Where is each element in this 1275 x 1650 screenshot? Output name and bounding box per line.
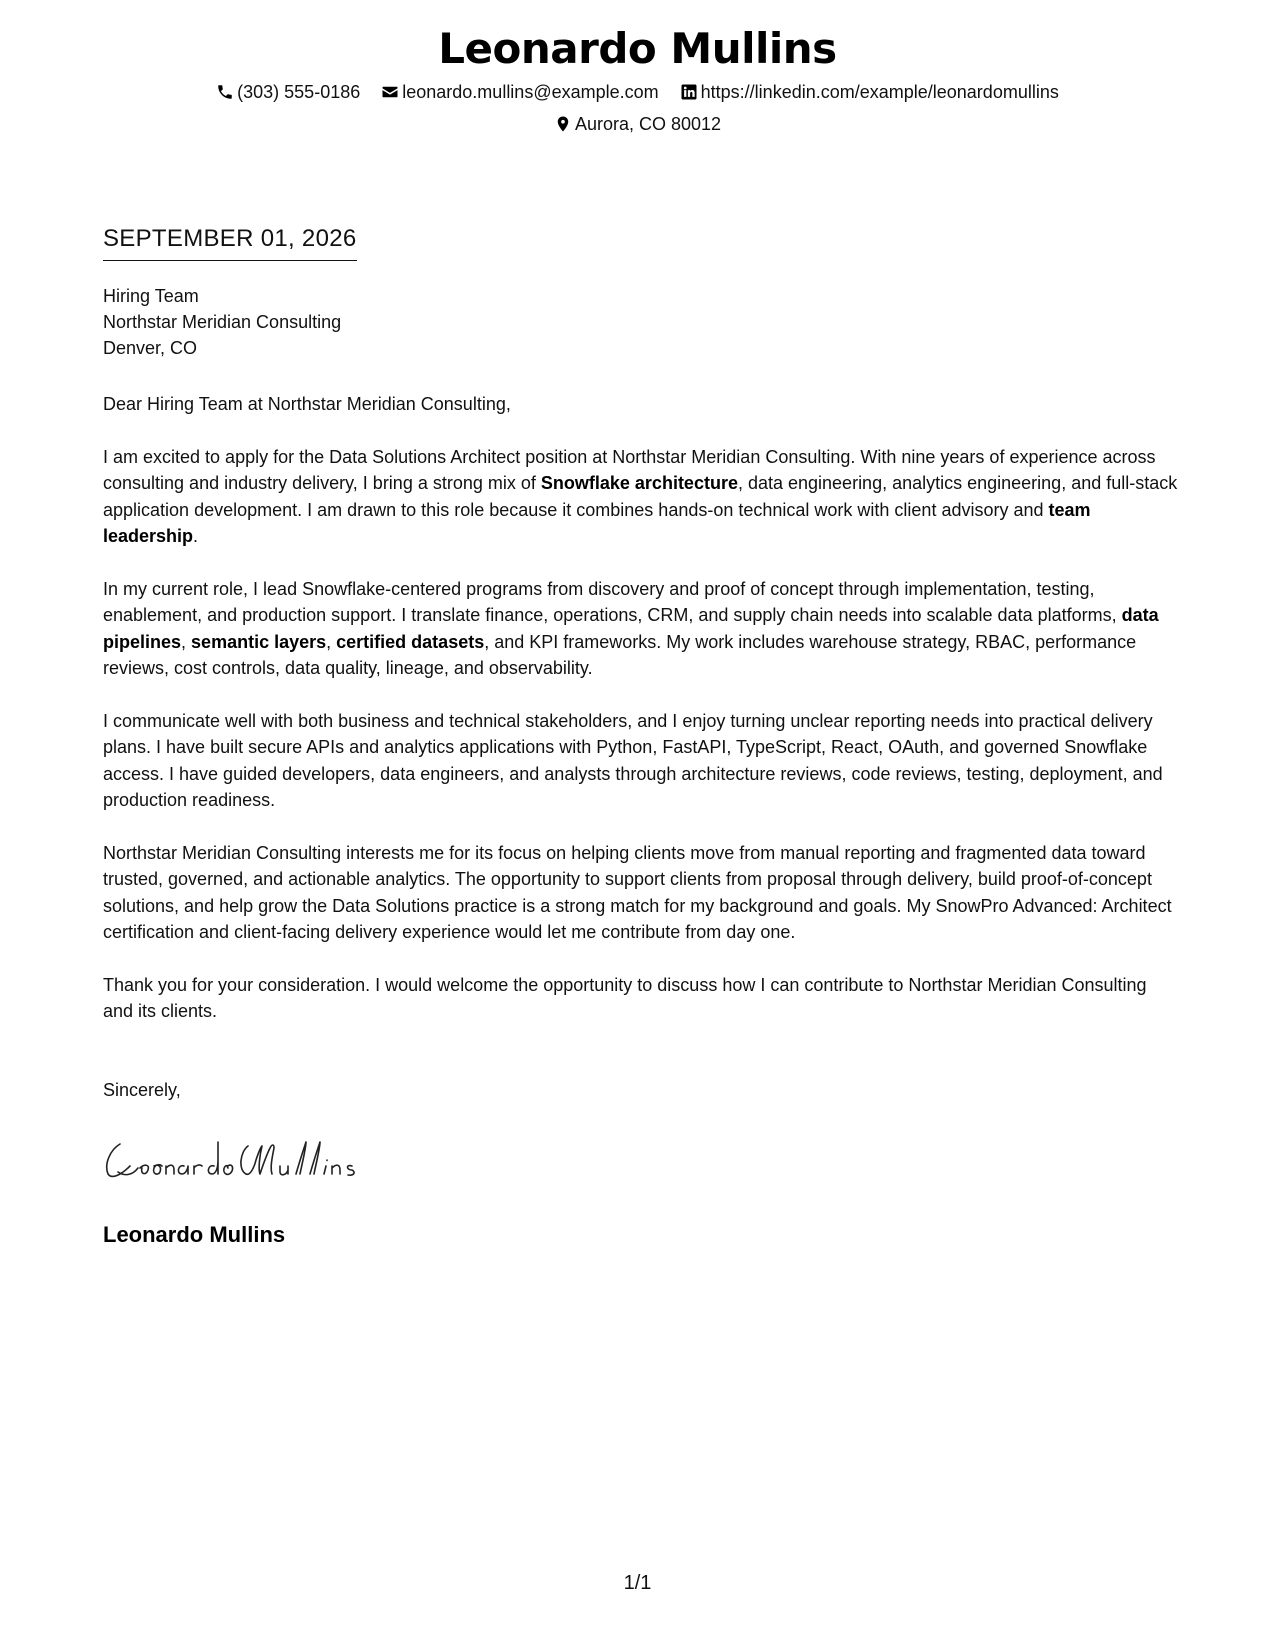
- recipient-line: Hiring Team: [103, 286, 199, 306]
- applicant-name: Leonardo Mullins: [438, 24, 837, 73]
- paragraph-company-interest: Northstar Meridian Consulting interests me for its focus on helping clients move from manual reporting and fragmented data toward trusted, governed, and actionable analytics. The opportunity to support clients from proposal through delivery, build proof-of-concept solutions, and help grow the Data Solutions practice is a strong match for my background and goals. My SnowPro Advanced: Architect certification and client-facing delivery experience would let me contribute from day one.: [103, 843, 1172, 942]
- phone-icon: [216, 83, 234, 101]
- paragraph-text: ,: [181, 631, 192, 652]
- emphasis-text: certified datasets: [336, 631, 485, 652]
- paragraph-current-role: [103, 576, 1178, 681]
- location-text: Aurora, CO 80012: [574, 114, 722, 134]
- email-text[interactable]: leonardo.mullins@example.com: [402, 82, 659, 102]
- linkedin-icon: [680, 83, 698, 101]
- location-line: [0, 113, 1275, 138]
- paragraph-communication: I communicate well with both business and technical stakeholders, and I enjoy turning unclear reporting needs into practical delivery plans. I have built secure APIs and analytics applications with Python, FastAPI, TypeScript, React, OAuth, and governed Snowflake access. I have guided developers, data engineers, and analysts through architecture reviews, code reviews, testing, deployment, and production readiness.: [103, 711, 1163, 810]
- emphasis-text: semantic layers: [191, 631, 327, 652]
- emphasis-text: Snowflake architecture: [540, 473, 738, 494]
- emphasis-text: data pipelines: [103, 605, 1159, 652]
- contact-line: [0, 81, 1275, 106]
- paragraph-text: , data engineering, analytics engineering, and full-stack application development. I am drawn to this role because it combines hands-on technical work with client advisory and: [103, 473, 1178, 520]
- page-indicator: 1/1: [623, 1572, 652, 1594]
- contact-location: [554, 113, 721, 135]
- recipient-block: [103, 283, 341, 361]
- recipient-line: Northstar Meridian Consulting: [103, 312, 342, 332]
- linkedin-text[interactable]: https://linkedin.com/example/leonardomullins: [700, 82, 1059, 102]
- emphasis-text: team leadership: [103, 499, 1091, 546]
- contact-phone: [216, 81, 360, 103]
- paragraph-text: , and KPI frameworks. My work includes warehouse strategy, RBAC, performance reviews, cost controls, data quality, lineage, and observability.: [103, 631, 1137, 678]
- paragraph-intro: [103, 444, 1178, 549]
- closing: Sincerely,: [103, 1080, 181, 1100]
- paragraph-text: .: [193, 525, 199, 546]
- phone-text: (303) 555-0186: [237, 82, 361, 102]
- salutation: Dear Hiring Team at Northstar Meridian Consulting,: [103, 394, 511, 414]
- paragraph-text: ,: [326, 631, 337, 652]
- paragraph-thanks: Thank you for your consideration. I would welcome the opportunity to discuss how I can contribute to Northstar Meridian Consulting and its clients.: [103, 975, 1147, 1022]
- paragraph-text: I am excited to apply for the Data Solutions Architect position at Northstar Meridian Consulting. With nine years of experience across consulting and industry delivery, I bring a strong mix of: [103, 447, 1156, 494]
- contact-linkedin[interactable]: [680, 81, 1059, 103]
- map-pin-icon: [554, 115, 572, 133]
- handwritten-signature: [100, 1130, 370, 1190]
- envelope-icon: [381, 83, 399, 101]
- contact-email[interactable]: [381, 81, 658, 103]
- recipient-line: Denver, CO: [103, 338, 198, 358]
- letter-date: SEPTEMBER 01, 2026: [103, 224, 357, 261]
- paragraph-text: In my current role, I lead Snowflake-centered programs from discovery and proof of concept through implementation, testing, enablement, and production support. I translate finance, operations, CRM, and supply chain needs into scalable data platforms,: [103, 579, 1122, 626]
- signer-name: Leonardo Mullins: [103, 1222, 286, 1247]
